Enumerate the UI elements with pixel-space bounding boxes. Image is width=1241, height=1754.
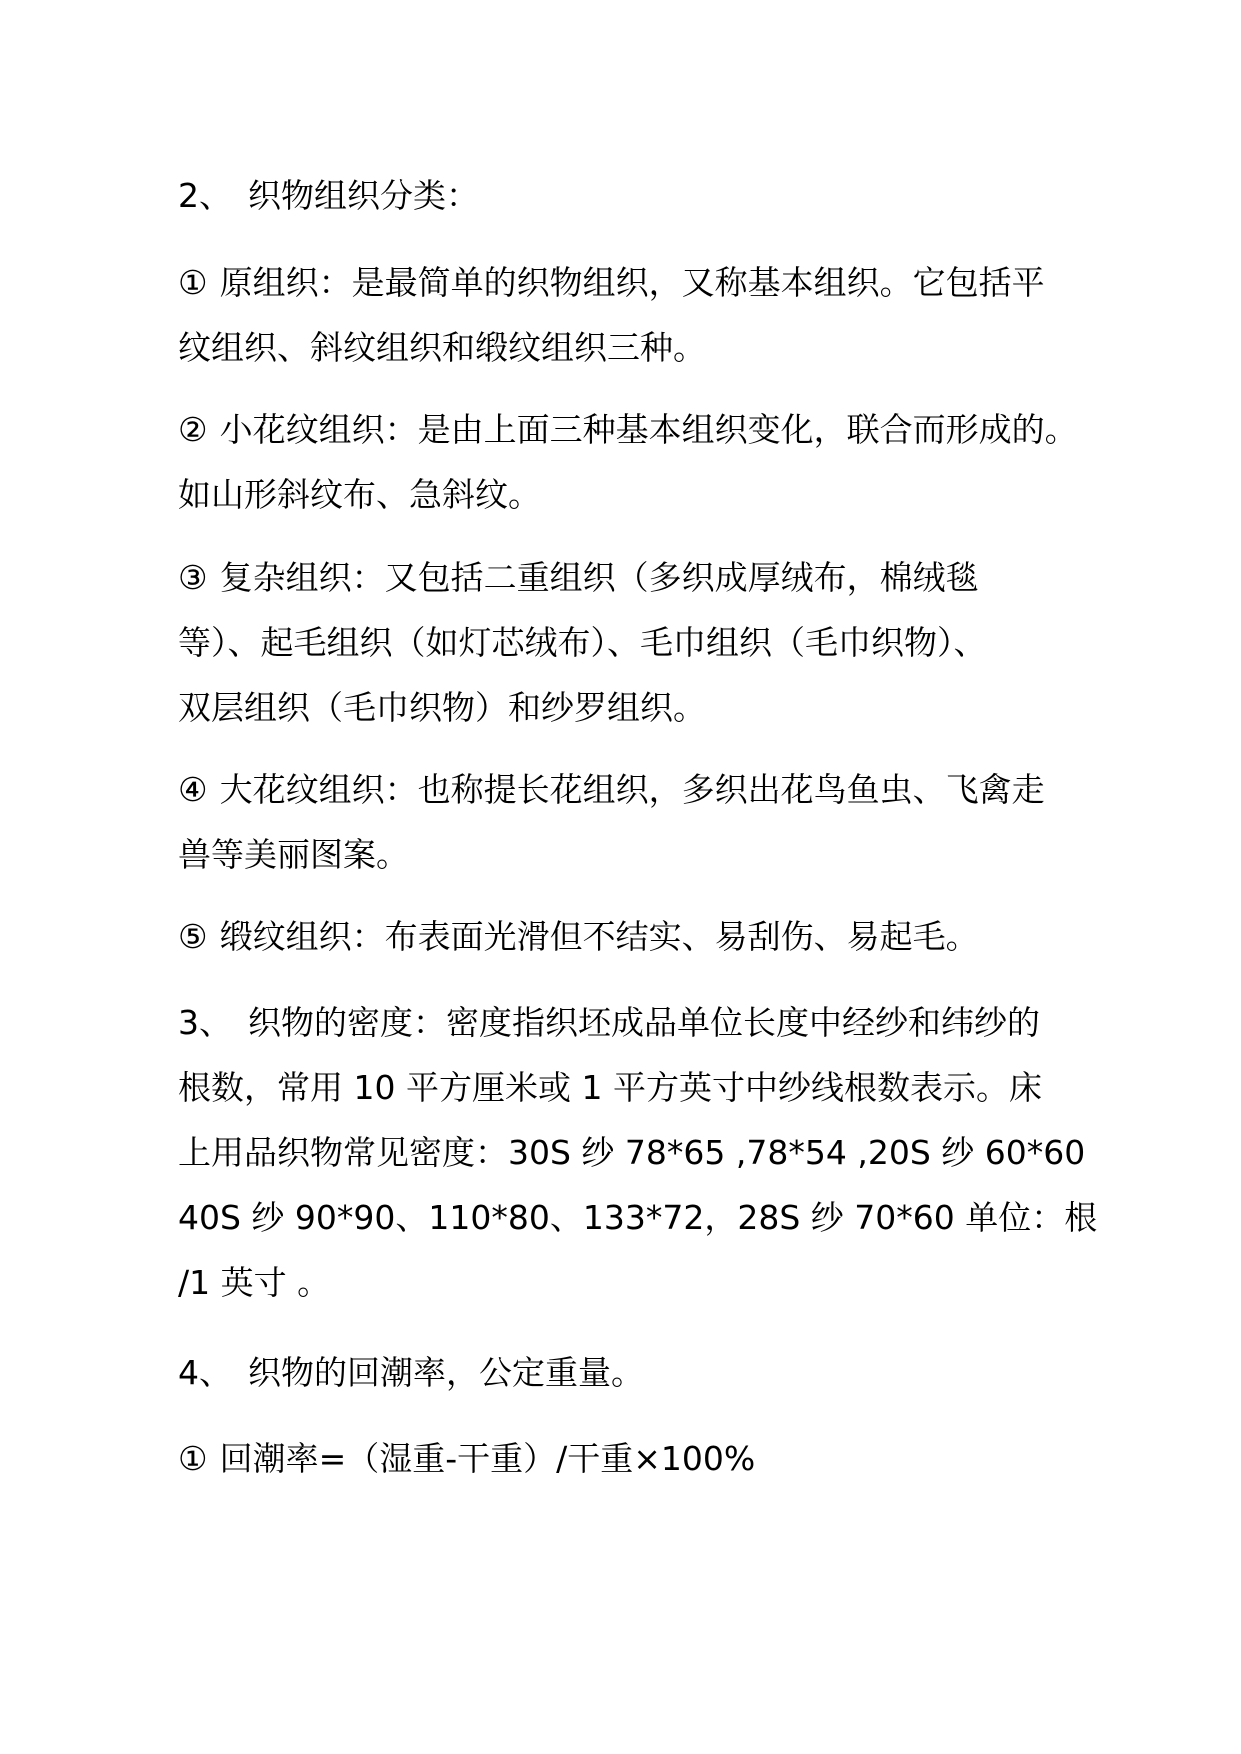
section-number: 3、: [178, 1003, 232, 1042]
paragraph-line: 根数，常用 10 平方厘米或 1 平方英寸中纱线根数表示。床: [178, 1068, 1042, 1107]
paragraph-line: /1 英寸 。: [178, 1263, 331, 1302]
paragraph-line: [178, 757, 1058, 822]
paragraph-line: 上用品织物常见密度：30S 纱 78*65 ,78*54 ,20S 纱 60*60: [178, 1133, 1086, 1172]
item-complex-weave: [178, 545, 1058, 740]
section-4: [178, 1340, 1058, 1405]
circled-number-4: ④: [178, 770, 208, 809]
paragraph-line: 兽等美丽图案。: [178, 835, 409, 874]
paragraph-line: [178, 904, 1058, 969]
section-number: 2、: [178, 176, 232, 215]
circled-number-5: ⑤: [178, 917, 208, 956]
paragraph-line: [178, 397, 1078, 462]
circled-number-2: ②: [178, 410, 208, 449]
paragraph-line: 纹组织、斜纹组织和缎纹组织三种。: [178, 328, 706, 367]
item-large-pattern-weave: [178, 757, 1058, 887]
item-small-pattern-weave: [178, 397, 1078, 527]
item-satin-weave: [178, 904, 1058, 969]
section-4-line: [178, 1340, 1058, 1405]
circled-number-1: ①: [178, 263, 208, 302]
paragraph-line: 等）、起毛组织（如灯芯绒布）、毛巾组织（毛巾织物）、: [178, 623, 987, 662]
paragraph-text: 复杂组织：又包括二重组织（多织成厚绒布，棉绒毯: [219, 558, 979, 597]
section-2-line: [178, 163, 1058, 228]
circled-number-3: ③: [178, 558, 208, 597]
paragraph-text: 大花纹组织：也称提长花组织，多织出花鸟鱼虫、飞禽走: [219, 770, 1045, 809]
section-heading: 织物的密度：密度指织坯成品单位长度中经纱和纬纱的: [248, 1003, 1040, 1042]
section-2: [178, 163, 1058, 228]
circled-number-1: ①: [178, 1439, 208, 1478]
section-number: 4、: [178, 1353, 232, 1392]
paragraph-line: [178, 545, 1058, 610]
section-heading: 织物的回潮率，公定重量。: [248, 1353, 644, 1392]
item-original-weave: [178, 250, 1058, 380]
paragraph-text: 原组织：是最简单的织物组织，又称基本组织。它包括平: [219, 263, 1045, 302]
section-3-line: [178, 990, 1058, 1055]
paragraph-text: 缎纹组织：布表面光滑但不结实、易刮伤、易起毛。: [219, 917, 979, 956]
paragraph-line: [178, 1426, 1058, 1491]
paragraph-line: [178, 250, 1058, 315]
paragraph-line: 40S 纱 90*90、110*80、133*72，28S 纱 70*60 单位：根: [178, 1198, 1098, 1237]
section-3: [178, 990, 1098, 1315]
section-heading: 织物组织分类：: [248, 176, 479, 215]
item-moisture-regain: [178, 1426, 1058, 1491]
paragraph-text: 小花纹组织：是由上面三种基本组织变化，联合而形成的。: [219, 410, 1078, 449]
paragraph-line: 双层组织（毛巾织物）和纱罗组织。: [178, 688, 706, 727]
formula-text: 回潮率=（湿重-干重）/干重×100%: [219, 1439, 756, 1478]
paragraph-line: 如山形斜纹布、急斜纹。: [178, 475, 541, 514]
